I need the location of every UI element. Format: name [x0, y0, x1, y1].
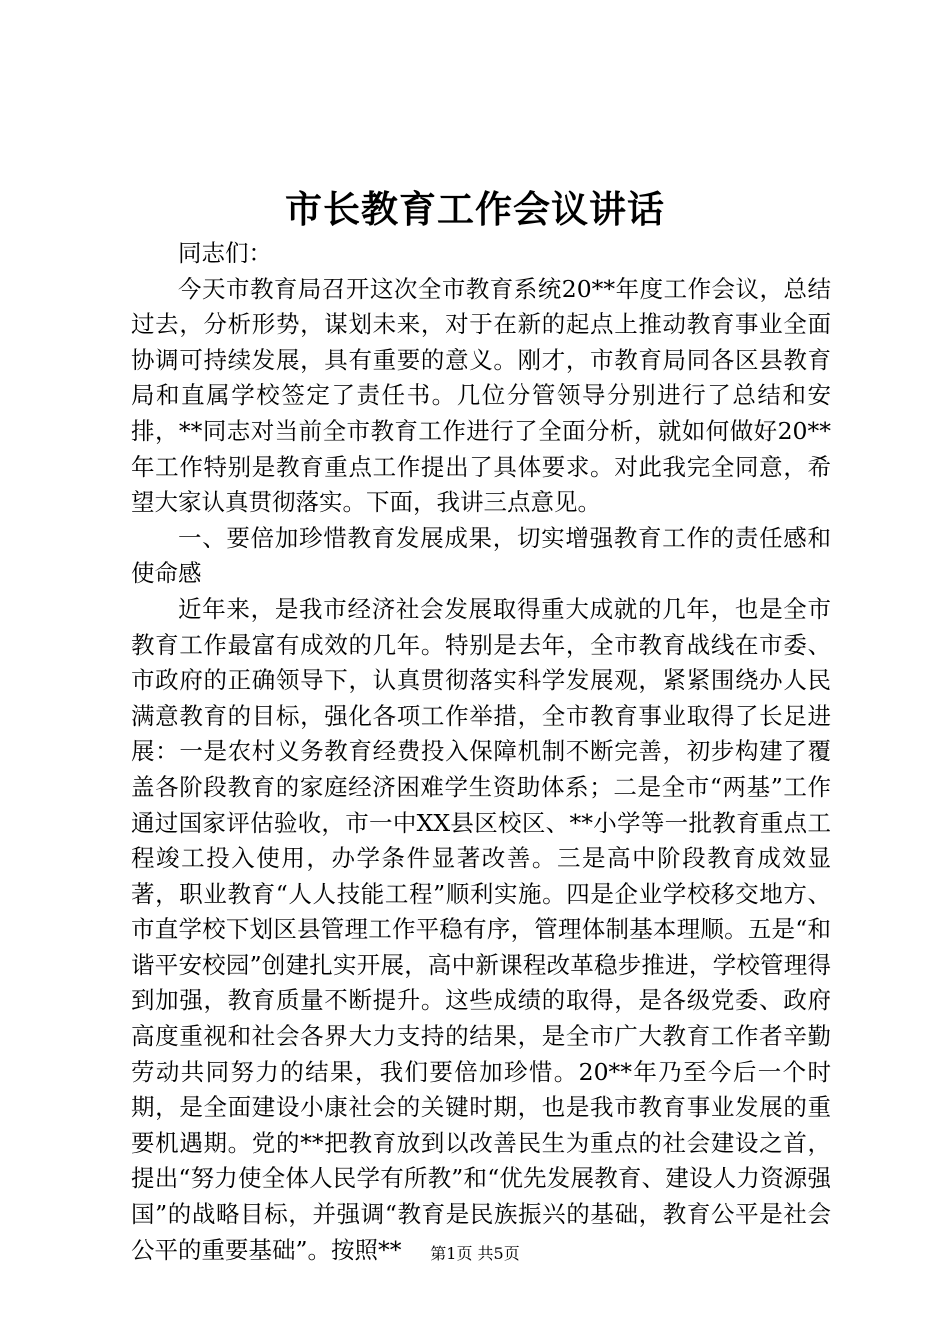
salutation-paragraph: 同志们：: [178, 239, 272, 267]
page-number-footer: 第1页 共5页: [430, 1244, 520, 1263]
document-body: [131, 236, 831, 1268]
intro-paragraph: 今天市教育局召开这次全市教育系统20**年度工作会议，总结过去，分析形势，谋划未来，对于在新的起点上推动教育事业全面协调可持续发展，具有重要的意义。刚才，市教育局同各区县教育局和直属学校签定了责任书。几位分管领导分别进行了总结和安排，**同志对当前全市教育工作进行了全面分析，就如何做好20**年工作特别是教育重点工作提出了具体要求。对此我完全同意，希望大家认真贯彻落实。下面，我讲三点意见。: [131, 274, 831, 517]
body-paragraph: 近年来，是我市经济社会发展取得重大成就的几年，也是全市教育工作最富有成效的几年。特别是去年，全市教育战线在市委、市政府的正确领导下，认真贯彻落实科学发展观，紧紧围绕办人民满意教育的目标，强化各项工作举措，全市教育事业取得了长足进展：一是农村义务教育经费投入保障机制不断完善，初步构建了覆盖各阶段教育的家庭经济困难学生资助体系；二是全市“两基”工作通过国家评估验收，市一中XX县区校区、**小学等一批教育重点工程竣工投入使用，办学条件显著改善。三是高中阶段教育成效显著，职业教育“人人技能工程”顺利实施。四是企业学校移交地方、市直学校下划区县管理工作平稳有序，管理体制基本理顺。五是“和谐平安校园”创建扎实开展，高中新课程改革稳步推进，学校管理得到加强，教育质量不断提升。这些成绩的取得，是各级党委、政府高度重视和社会各界大力支持的结果，是全市广大教育工作者辛勤劳动共同努力的结果，我们要倍加珍惜。20**年乃至今后一个时期，是全面建设小康社会的关键时期，也是我市教育事业发展的重要机遇期。党的**把教育放到以改善民生为重点的社会建设之首，提出“努力使全体人民学有所教”和“优先发展教育、建设人力资源强国”的战略目标，并强调“教育是民族振兴的基础，教育公平是社会公平的重要基础”。按照**: [131, 594, 831, 1264]
section-heading-1: 一、要倍加珍惜教育发展成果，切实增强教育工作的责任感和使命感: [131, 523, 831, 588]
document-title: 市长教育工作会议讲话: [285, 187, 665, 231]
